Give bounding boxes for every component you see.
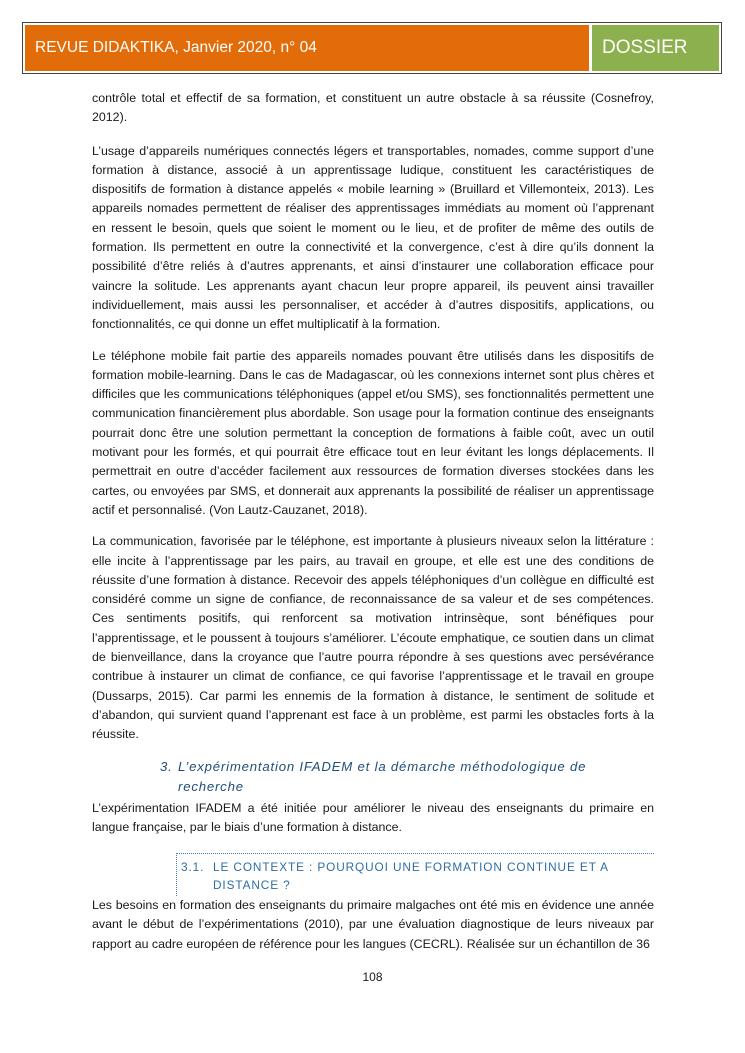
paragraph: Les besoins en formation des enseignants du primaire malgaches ont été mis en évidence une année avant le début de l’expérimentations (2010), par une évaluation diagnostique de leurs niveaux par rapport au cadre européen de référence pour les langues (CECRL). Réalisée sur un échantillon de 36	[92, 898, 654, 951]
journal-title: REVUE DIDAKTIKA, Janvier 2020, n° 04	[25, 25, 589, 71]
section-title: L’expérimentation IFADEM et la démarche méthodologique de recherche	[178, 758, 587, 794]
paragraph: La communication, favorisée par le téléphone, est importante à plusieurs niveaux selon la littérature : elle incite à l’apprentissage par les pairs, au travail en groupe, et elle est une des conditions de réussite d’une formation à distance. Recevoir des appels téléphoniques d’un collègue en difficulté est considéré comme un signe de confiance, de reconnaissance de sa valeur et de ses compétences. Ces sentiments positifs, qui renforcent sa motivation intrinsèque, sont bénéfiques pour l’apprentissage, et le poussent à toujours s’améliorer. L’écoute emphatique, ce soutien dans un climat de bienveillance, dans la croyance que l’autre pourra répondre à ses questions avec persévérance contribue à instaurer un climat de confiance, ce qui favorise l’apprentissage et le travail en groupe (Dussarps, 2015). Car parmi les ennemis de la formation à distance, le sentiment de solitude et d’abandon, qui survient quand l’apprenant est face à un problème, est parmi les obstacles forts à la réussite.	[92, 534, 654, 742]
subsection-title: LE CONTEXTE : POURQUOI UNE FORMATION CONTINUE ET A DISTANCE ?	[213, 860, 609, 893]
section-3-1-heading	[176, 853, 654, 896]
section-3-heading	[160, 757, 654, 797]
paragraph: contrôle total et effectif de sa formation, et constituent un autre obstacle à sa réussite (Cosnefroy, 2012).	[92, 91, 654, 125]
article-body	[92, 89, 654, 966]
section-label: DOSSIER	[592, 25, 719, 71]
paragraph: L’expérimentation IFADEM a été initiée pour améliorer le niveau des enseignants du primaire en langue française, par le biais d’une formation à distance.	[92, 800, 654, 834]
page-number: 108	[362, 970, 383, 984]
page-header	[22, 22, 722, 74]
section-number: 3.	[160, 758, 173, 774]
subsection-number: 3.1.	[181, 860, 205, 875]
paragraph: Le téléphone mobile fait partie des appareils nomades pouvant être utilisés dans les dispositifs de formation mobile-learning. Dans le cas de Madagascar, où les connexions internet sont plus chères et difficiles que les communications téléphoniques (appel et/ou SMS), ses fonctionnalités permettent une communication financièrement plus abordable. Son usage pour la formation continue des enseignants pourrait donc être une solution permettant la conception de formations à faible coût, avec un outil motivant pour les formés, et qui pourrait être efficace tout en leur évitant les longs déplacements. Il permettrait en outre d’accéder facilement aux ressources de formation diverses stockées dans les cartes, ou envoyées par SMS, et donnerait aux apprenants la possibilité de réaliser un apprentissage actif et personnalisé. (Von Lautz-Cauzanet, 2018).	[92, 348, 654, 517]
paragraph: L’usage d’appareils numériques connectés légers et transportables, nomades, comme support d’une formation à distance, associé à un apprentissage ludique, constituent les caractéristiques de dispositifs de formation à distance appelés « mobile learning » (Bruillard et Villemonteix, 2013). Les appareils nomades permettent de réaliser des apprentissages immédiats au moment où l’apprenant en ressent le besoin, quels que soient le moment ou le lieu, et de profiter de même des outils de formation. Ils permettent en outre la connectivité et la convergence, c’est à dire qu’ils donnent la possibilité d’être reliés à d’autres apprenants, et ainsi d’instaurer une collaboration efficace pour vaincre la solitude. Les apprenants ayant chacun leur propre appareil, ils peuvent ainsi travailler individuellement, mais aussi les personnaliser, et accéder à d’autres dispositifs, applications, ou fonctionnalités, ce qui donne un effet multiplicatif à la formation.	[92, 143, 654, 332]
